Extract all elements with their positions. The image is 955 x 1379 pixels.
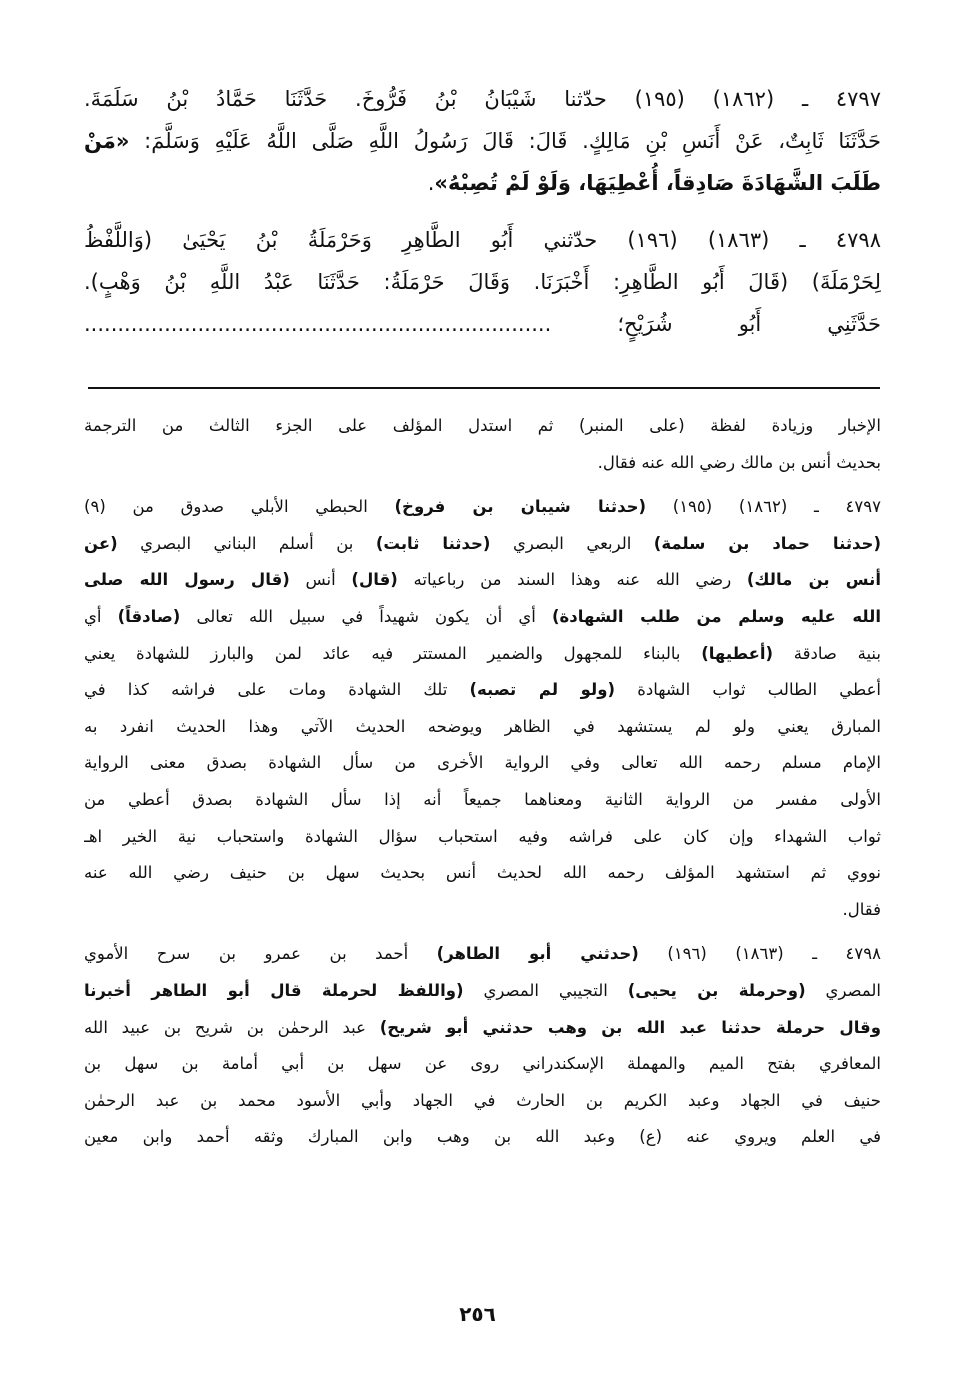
- text-segment: المبارق يعني ولو لم يستشهد في الظاهر ويوضحه الحديث الآتي وهذا الحديث انفرد به: [84, 716, 881, 736]
- bold-segment: (ولو لم تصبه): [469, 680, 616, 700]
- bold-segment: (قال): [351, 570, 398, 590]
- commentary-line: [84, 599, 881, 636]
- commentary-line: [84, 636, 881, 673]
- text-segment: أنس: [289, 570, 352, 590]
- bold-segment: (حدثنا ثابت): [375, 533, 491, 553]
- paragraph-gap: [84, 481, 881, 489]
- text-segment: حنيف في الجهاد وعبد الكريم بن الحارث في الجهاد وأبي الأسود محمد بن عبد الرحمٰن: [84, 1090, 881, 1110]
- text-segment: المصري: [805, 980, 881, 1000]
- paragraph-gap: [84, 204, 881, 219]
- bold-segment: (صادقاً): [117, 606, 181, 626]
- commentary-line: [84, 408, 881, 445]
- commentary-line: [84, 782, 881, 819]
- commentary-line: [84, 973, 881, 1010]
- commentary-line: [84, 445, 881, 482]
- text-segment: الحبطي الأبلي صدوق من (٩): [84, 497, 395, 517]
- hadith-text-block: [84, 78, 881, 345]
- bold-segment: وقال حرملة حدثنا عبد الله بن وهب حدثني أبو شريح): [379, 1017, 881, 1037]
- bold-segment: (حدثني أبو الطاهر): [436, 944, 639, 964]
- text-segment: أي أن يكون شهيداً في سبيل الله تعالى: [180, 606, 553, 626]
- text-segment: أعطي الطالب ثواب الشهادة: [615, 680, 881, 700]
- hadith-line: [84, 261, 881, 303]
- commentary-line: [84, 936, 881, 973]
- text-segment: .: [427, 171, 435, 195]
- commentary-line: [84, 672, 881, 709]
- bold-segment: (واللفظ لحرملة قال أبو الطاهر أخبرنا: [84, 980, 464, 1000]
- text-segment: فقال.: [842, 899, 881, 919]
- commentary-line: [84, 1119, 881, 1156]
- commentary-block: [84, 408, 881, 1156]
- text-segment: تلك الشهادة ومات على فراشه كذا في: [84, 680, 470, 700]
- text-segment: الأولى مفسر من الرواية الثانية ومعناهما جميعاً أنه إذا سأل الشهادة بصدق أعطي من: [84, 789, 881, 809]
- bold-segment: طَلَبَ الشَّهَادَةَ صَادِقاً، أُعْطِيَهَا، وَلَوْ لَمْ تُصِبْهُ»: [434, 171, 881, 195]
- bold-segment: (أعطيها): [701, 643, 774, 663]
- text-segment: لِحَرْمَلَةَ) (قَالَ أَبُو الطَّاهِرِ: أَخْبَرَنَا. وَقَالَ حَرْمَلَةُ: حَدَّثَنَا عَبْدُ اللَّهِ بْنُ وَهْبٍ).: [84, 270, 881, 294]
- text-segment: بالبناء للمجهول والضمير المستتر فيه عائد لمن والبارز للشهادة يعني: [84, 643, 702, 663]
- hadith-line: [84, 303, 881, 345]
- commentary-line: [84, 1046, 881, 1083]
- commentary-line: [84, 1010, 881, 1047]
- separator-rule: [88, 387, 880, 389]
- text-segment: ثواب الشهداء وإن كان على فراشه وفيه استحباب سؤال الشهادة واستحباب نية الخير اهـ: [84, 826, 881, 846]
- text-segment: رضي الله عنه وهذا السند من رباعياته: [397, 570, 747, 590]
- text-segment: حَدَّثَنَا ثَابِتٌ، عَنْ أَنَسِ بْنِ مَالِكٍ. قَالَ: قَالَ رَسُولُ اللَّهِ صَلَّى اللَّهُ عَلَيْهِ وَسَلَّمَ:: [129, 129, 881, 153]
- commentary-line: [84, 745, 881, 782]
- text-segment: بحديث أنس بن مالك رضي الله عنه فقال.: [597, 452, 881, 472]
- text-segment: المعافري بفتح الميم والمهملة الإسكندراني روى عن سهل بن أبي أمامة بن سهل بن: [84, 1054, 881, 1074]
- text-segment: ٤٧٩٧ ـ (١٨٦٢) (١٩٥) حدّثنا شَيْبَانُ بْنُ فَرُّوخَ. حَدَّثَنَا حَمَّادُ بْنُ سَلَمَةَ.: [84, 87, 881, 111]
- hadith-line: [84, 219, 881, 261]
- bold-segment: (عن: [84, 533, 118, 553]
- text-segment: الربعي البصري: [490, 533, 654, 553]
- text-segment: نووي ثم استشهد المؤلف رحمه الله لحديث أنس بحديث سهل بن حنيف رضي الله عنه: [84, 863, 881, 883]
- commentary-line: [84, 819, 881, 856]
- text-segment: ٤٧٩٧ ـ (١٨٦٢) (١٩٥): [646, 497, 881, 517]
- commentary-line: [84, 489, 881, 526]
- commentary-line: [84, 892, 881, 929]
- page-number: ٢٥٦: [459, 1302, 496, 1326]
- commentary-line: [84, 1083, 881, 1120]
- bold-segment: «مَنْ: [84, 129, 130, 153]
- commentary-line: [84, 709, 881, 746]
- hadith-line: [84, 162, 881, 204]
- bold-segment: (وحرملة بن يحيى): [627, 980, 806, 1000]
- text-segment: ٤٧٩٨ ـ (١٨٦٣) (١٩٦): [638, 944, 881, 964]
- text-segment: بن أسلم البناني البصري: [117, 533, 376, 553]
- text-segment: التجيبي المصري: [463, 980, 628, 1000]
- text-segment: الإمام مسلم رحمه الله تعالى وفي الرواية الأخرى من سأل الشهادة بصدق معنى الرواية: [84, 753, 881, 773]
- text-segment: بنية صادقة: [773, 643, 881, 663]
- hadith-line: [84, 78, 881, 120]
- paragraph-gap: [84, 928, 881, 936]
- bold-segment: (قال رسول الله صلى: [84, 570, 290, 590]
- text-segment: عبد الرحمٰن بن شريح بن عبيد الله: [84, 1017, 380, 1037]
- commentary-line: [84, 526, 881, 563]
- text-segment: في العلم ويروي عنه (ع) وعبد الله بن وهب وابن المبارك وثقه أحمد وابن معين: [84, 1127, 881, 1147]
- text-segment: الإخبار وزيادة لفظة (على المنبر) ثم استدل المؤلف على الجزء الثالث من الترجمة: [84, 416, 881, 435]
- commentary-line: [84, 855, 881, 892]
- text-segment: ٤٧٩٨ ـ (١٨٦٣) (١٩٦) حدّثني أَبُو الطَّاهِرِ وَحَرْمَلَةُ بْنُ يَحْيَىٰ (وَاللَّفْظُ: [84, 228, 881, 252]
- bold-segment: (حدثنا شيبان بن فروخ): [394, 497, 647, 517]
- text-segment: أي: [84, 606, 118, 626]
- commentary-line: [84, 562, 881, 599]
- bold-segment: أنس بن مالك): [746, 570, 881, 590]
- text-segment: حَدَّثَنِي أَبُو شُرَيْحٍ؛ ......................................................................: [84, 312, 881, 336]
- bold-segment: الله عليه وسلم من طلب الشهادة): [552, 606, 881, 626]
- text-segment: أحمد بن عمرو بن سرح الأموي: [84, 944, 437, 964]
- bold-segment: (حدثنا حماد بن سلمة): [653, 533, 881, 553]
- hadith-line: [84, 120, 881, 162]
